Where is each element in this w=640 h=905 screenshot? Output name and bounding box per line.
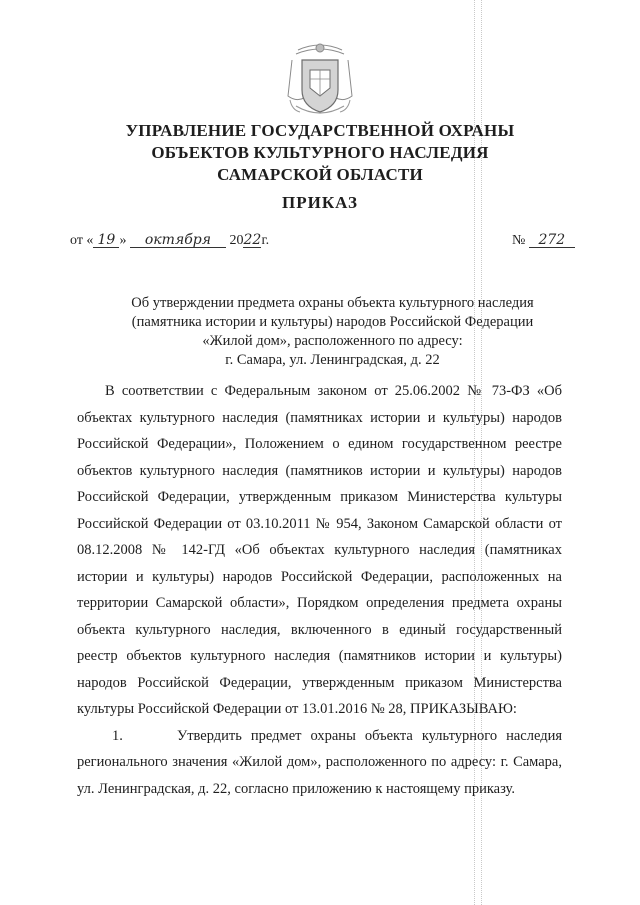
order-body (77, 378, 562, 802)
item-number: 1. (112, 727, 123, 744)
subject-line: г. Самара, ул. Ленинградская, д. 22 (225, 352, 440, 368)
org-name-line-1: УПРАВЛЕНИЕ ГОСУДАРСТВЕННОЙ ОХРАНЫ (125, 121, 515, 140)
date-month: октября (130, 233, 226, 248)
year-prefix: 20 (229, 233, 244, 248)
date-suffix: г. (261, 233, 270, 248)
date-prefix: от « (70, 233, 94, 248)
order-date (70, 233, 269, 249)
org-name-line-3: САМАРСКОЙ ОБЛАСТИ (217, 165, 423, 184)
org-name-line-2: ОБЪЕКТОВ КУЛЬТУРНОГО НАСЛЕДИЯ (151, 143, 489, 162)
item-text: Утвердить предмет охраны объекта культурного наследия регионального значения «Жилой дом», расположенного по адресу: г. Самара, ул. Ленинградская, д. 22, согласно приложению к настоящему приказу. (77, 727, 563, 797)
preamble-paragraph: В соответствии с Федеральным законом от 25.06.2002 № 73-ФЗ «Об объектах культурного наследия (памятниках истории и культуры) народов Российской Федерации», Положением о едином государственном реестре объектов культурного наследия (памятников истории и культуры) народов Российской Федерации, утвержденным приказом Министерства культуры Российской Федерации от 03.10.2011 № 954, Законом Самарской области от 08.12.2008 № 142-ГД «Об объектах культурного наследия (памятниках истории и культуры) народов Российской Федерации, расположенных на территории Самарской области», Порядком определения предмета охраны объекта культурного наследия, включенного в единый государственный реестр объектов культурного наследия (памятников истории и культуры) народов Российской Федерации, утвержденным приказом Министерства культуры Российской Федерации от 13.01.2016 № 28, ПРИКАЗЫВАЮ: (77, 383, 562, 717)
number-sign: № (512, 233, 526, 248)
date-mid: » (119, 233, 127, 248)
subject-line: (памятника истории и культуры) народов Российской Федерации (131, 314, 534, 330)
date-year: 22 (243, 232, 262, 248)
order-number-value: 272 (529, 233, 575, 248)
order-number (512, 233, 575, 249)
order-subject (60, 294, 605, 370)
subject-line: «Жилой дом», расположенного по адресу: (202, 333, 463, 349)
coat-of-arms-emblem (286, 40, 354, 120)
order-item-1 (77, 723, 562, 803)
document-title: ПРИКАЗ (282, 193, 358, 212)
subject-line: Об утверждении предмета охраны объекта культурного наследия (131, 295, 534, 311)
date-day: 19 (93, 233, 119, 248)
